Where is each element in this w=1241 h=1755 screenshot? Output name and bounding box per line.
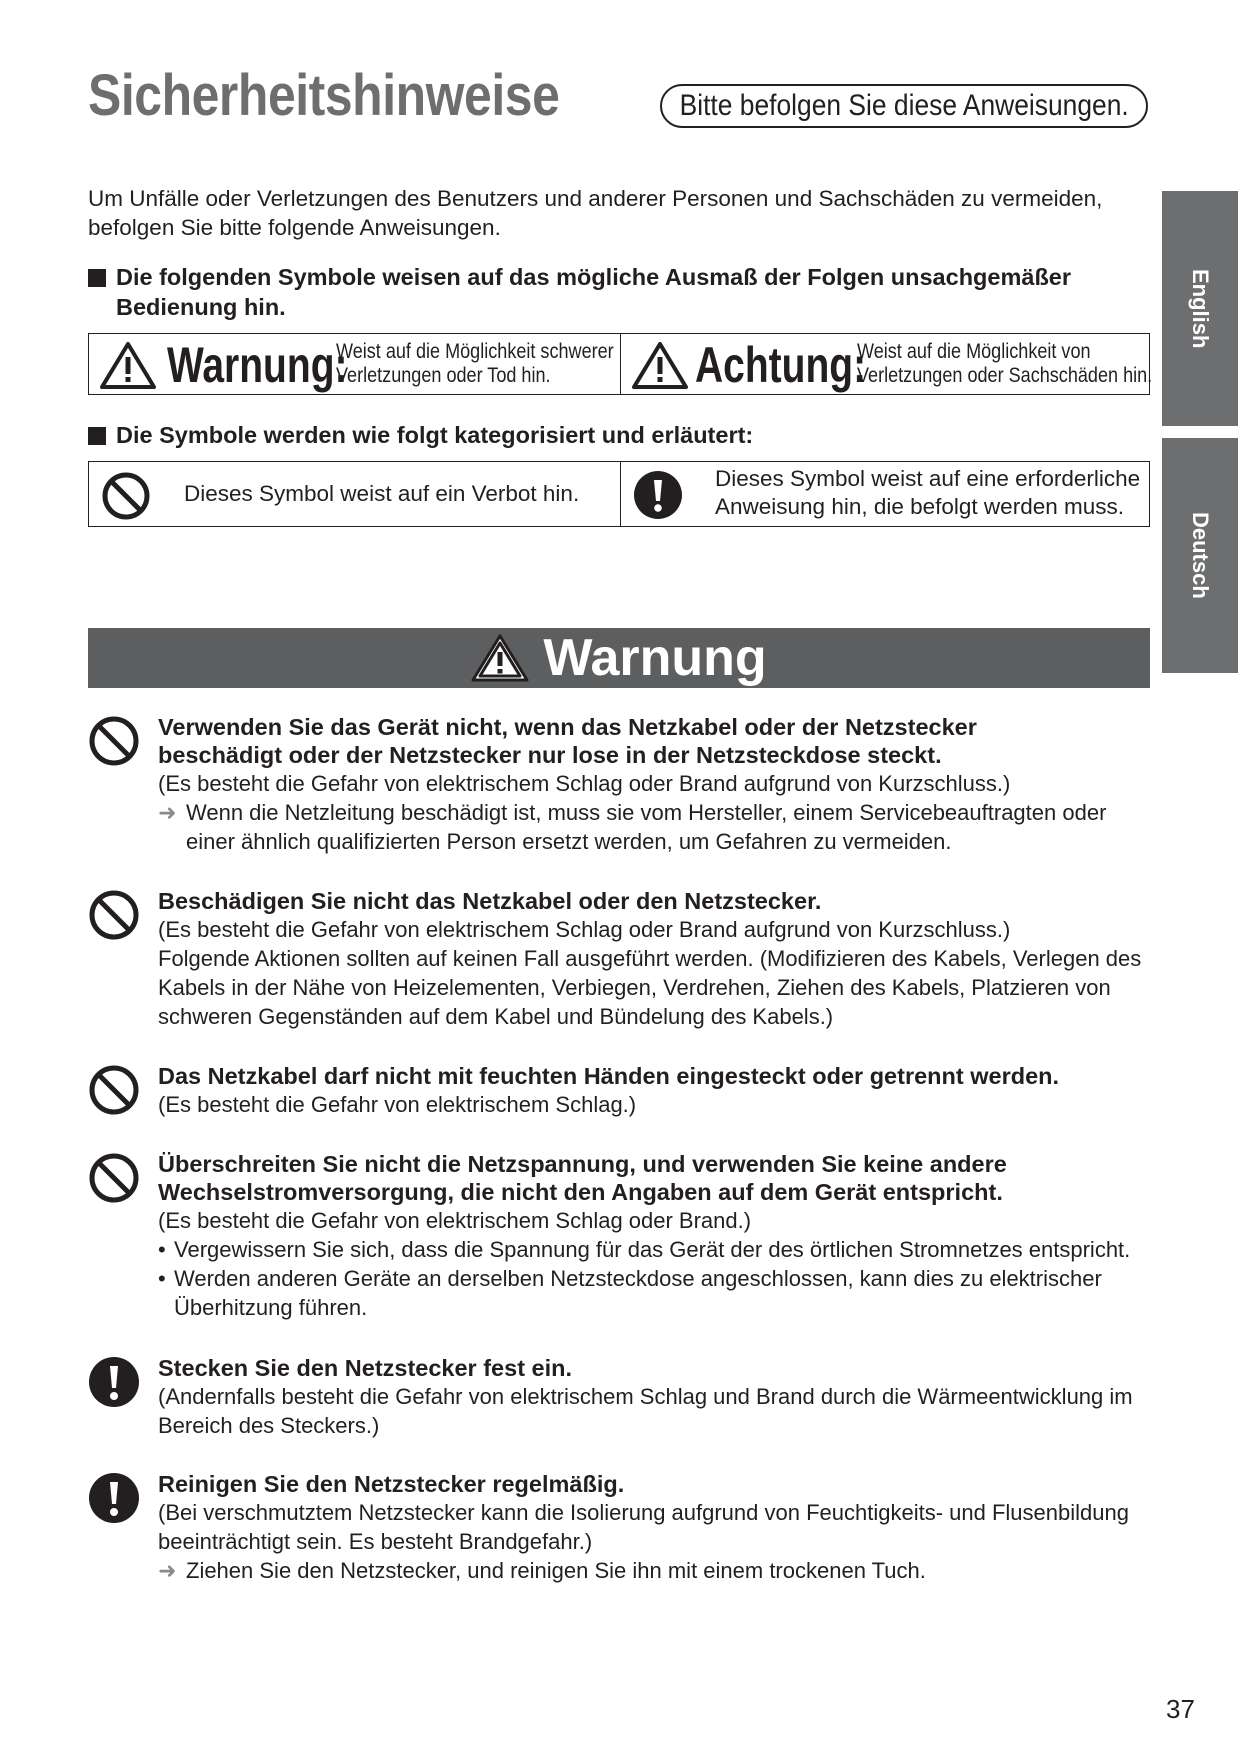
item-title-line2: Wechselstromversorgung, die nicht den Angaben auf dem Gerät entspricht.: [158, 1179, 1003, 1205]
square-bullet-icon: [88, 427, 106, 445]
prohibition-icon: [88, 889, 140, 941]
warning-desc-line2: Verletzungen oder Tod hin.: [336, 364, 551, 387]
caution-desc-line1: Weist auf die Möglichkeit von: [857, 340, 1091, 363]
square-bullet-icon: [88, 269, 106, 287]
warning-desc-line1: Weist auf die Möglichkeit schwerer: [336, 340, 614, 363]
page-title: Sicherheitshinweise: [88, 63, 560, 128]
mandatory-desc-line1: Dieses Symbol weist auf eine erforderliche: [715, 466, 1141, 491]
prohibition-icon: [88, 1152, 140, 1204]
prohibition-description: Dieses Symbol weist auf ein Verbot hin.: [184, 481, 580, 506]
item-title: Beschädigen Sie nicht das Netzkabel oder den Netzstecker.: [158, 888, 822, 914]
symbols-heading: [88, 420, 1138, 450]
mandatory-desc-line2: Anweisung hin, die befolgt werden muss.: [715, 494, 1124, 519]
warning-item: [158, 1062, 1148, 1119]
subtitle-box: [660, 84, 1148, 128]
bullet-line: [158, 1235, 1148, 1264]
item-text-line2: Folgende Aktionen sollten auf keinen Fall ausgeführt werden. (Modifizieren des Kabels, Verlegen des Kabels in der Nähe von Heizelementen, Verbiegen, Verdrehen, Ziehen des Kabels, Platzieren von schweren Gegenständen auf dem Kabel und Bündelung des Kabels.): [158, 946, 1142, 1029]
caution-triangle-icon: [631, 340, 689, 390]
prohibition-icon: [88, 715, 140, 767]
caution-legend-cell: [620, 334, 1153, 394]
severity-heading-text: Die folgenden Symbole weisen auf das mögliche Ausmaß der Folgen unsachgemäßer Bedienung hin.: [116, 264, 1072, 320]
warning-legend-cell: [89, 334, 620, 394]
mandatory-action-icon: [88, 1356, 140, 1408]
item-text: (Andernfalls besteht die Gefahr von elektrischem Schlag und Brand durch die Wärmeentwicklung im Bereich des Steckers.): [158, 1384, 1133, 1438]
mandatory-legend-cell: [620, 462, 1149, 526]
item-title-line1: Verwenden Sie das Gerät nicht, wenn das Netzkabel oder der Netzstecker: [158, 714, 977, 740]
severity-legend-table: [88, 333, 1153, 395]
warning-triangle-icon: [99, 340, 157, 390]
item-title-line1: Überschreiten Sie nicht die Netzspannung, und verwenden Sie keine andere: [158, 1151, 1007, 1177]
language-tab-english[interactable]: [1162, 191, 1238, 426]
warning-triangle-icon: [471, 633, 529, 683]
mandatory-action-icon: [88, 1472, 140, 1524]
language-tab-deutsch[interactable]: [1162, 438, 1238, 673]
subtitle-text: Bitte befolgen Sie diese Anweisungen.: [679, 89, 1129, 122]
item-title: [158, 713, 1148, 769]
caution-label: Achtung:: [695, 337, 867, 393]
arrow-note: [158, 798, 1148, 856]
item-text: (Es besteht die Gefahr von elektrischem Schlag oder Brand.): [158, 1208, 752, 1233]
symbols-legend-table: [88, 461, 1150, 527]
bullet-text: Vergewissern Sie sich, dass die Spannung für das Gerät der des örtlichen Stromnetzes entspricht.: [174, 1237, 1131, 1262]
warning-item: [158, 1470, 1148, 1585]
arrow-note-text: Wenn die Netzleitung beschädigt ist, muss sie vom Hersteller, einem Servicebeauftragten oder einer ähnlich qualifizierten Person ersetzt werden, um Gefahren zu vermeiden.: [186, 800, 1107, 854]
arrow-note-text: Ziehen Sie den Netzstecker, und reinigen Sie ihn mit einem trockenen Tuch.: [186, 1558, 926, 1583]
prohibition-icon: [101, 471, 151, 521]
bullet-text: Werden anderen Geräte an derselben Netzsteckdose angeschlossen, kann dies zu elektrischer Überhitzung führen.: [174, 1266, 1102, 1320]
item-title: Stecken Sie den Netzstecker fest ein.: [158, 1355, 573, 1381]
language-tab-label: Deutsch: [1188, 512, 1213, 599]
bullet-line: [158, 1264, 1148, 1322]
item-text: (Es besteht die Gefahr von elektrischem Schlag oder Brand aufgrund von Kurzschluss.): [158, 771, 1011, 796]
warning-item: [158, 1354, 1148, 1440]
prohibition-icon: [88, 1064, 140, 1116]
symbols-heading-text: Die Symbole werden wie folgt kategorisiert und erläutert:: [116, 422, 754, 448]
item-title: Reinigen Sie den Netzstecker regelmäßig.: [158, 1471, 625, 1497]
intro-paragraph: Um Unfälle oder Verletzungen des Benutzers und anderer Personen und Sachschäden zu vermeiden, befolgen Sie bitte folgende Anweisungen.: [88, 186, 1103, 240]
arrow-note: [158, 1556, 1148, 1585]
warning-banner-title: Warnung: [543, 629, 767, 687]
item-text: (Bei verschmutztem Netzstecker kann die Isolierung aufgrund von Feuchtigkeits- und Flusenbildung beeinträchtigt sein. Es besteht Brandgefahr.): [158, 1500, 1129, 1554]
item-title: [158, 1150, 1148, 1206]
bullet-dot-icon: •: [158, 1266, 166, 1291]
warning-item: [158, 887, 1148, 1031]
warning-item: [158, 713, 1148, 856]
item-text-line1: (Es besteht die Gefahr von elektrischem Schlag oder Brand aufgrund von Kurzschluss.): [158, 917, 1011, 942]
page-number: 37: [1166, 1694, 1195, 1724]
mandatory-action-icon: [633, 470, 683, 520]
warning-label: Warnung:: [167, 337, 348, 393]
prohibition-legend-cell: [89, 462, 620, 526]
bullet-dot-icon: •: [158, 1237, 166, 1262]
arrow-right-icon: ➜: [158, 800, 177, 825]
language-tab-label: English: [1188, 268, 1213, 349]
caution-description: [857, 340, 1152, 388]
item-title-line2: beschädigt oder der Netzstecker nur lose in der Netzsteckdose steckt.: [158, 742, 942, 768]
mandatory-description: [715, 465, 1140, 521]
caution-desc-line2: Verletzungen oder Sachschäden hin.: [857, 364, 1153, 387]
warning-item: [158, 1150, 1148, 1322]
item-text: (Es besteht die Gefahr von elektrischem Schlag.): [158, 1092, 637, 1117]
warning-description: [336, 340, 614, 388]
arrow-right-icon: ➜: [158, 1558, 177, 1583]
item-title: Das Netzkabel darf nicht mit feuchten Händen eingesteckt oder getrennt werden.: [158, 1063, 1060, 1089]
severity-heading: [88, 262, 1138, 322]
warning-banner: [88, 628, 1150, 688]
